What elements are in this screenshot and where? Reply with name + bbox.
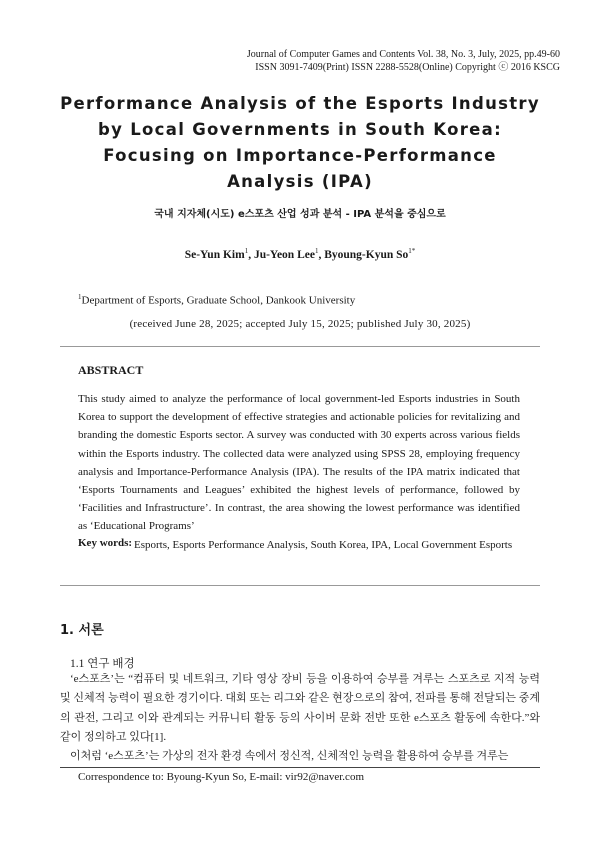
issn-copyright: ISSN 3091-7409(Print) ISSN 2288-5528(Online) Copyright ⓒ 2016 KSCG — [255, 62, 560, 73]
section-heading: 1. 서론 — [60, 623, 104, 638]
affiliation-mark: 1 — [244, 247, 249, 255]
body-text — [60, 670, 540, 766]
author-name: Se-Yun Kim — [184, 248, 245, 261]
keywords-label: Key words: — [78, 537, 133, 549]
affiliation-mark: 1* — [408, 247, 416, 255]
subsection-heading: 1.1 연구 배경 — [70, 658, 135, 670]
paper-title-line-4: Analysis (IPA) — [227, 172, 373, 191]
paper-title-line-1: Performance Analysis of the Esports Industry — [60, 94, 540, 113]
author-name: Ju-Yeon Lee — [253, 248, 315, 261]
affiliation-number: 1 — [78, 293, 82, 301]
korean-title: 국내 지자체(시도) e스포츠 산업 성과 분석 - IPA 분석을 중심으로 — [154, 209, 446, 220]
paragraph: ‘e스포츠’는 “컴퓨터 및 네트워크, 기타 영상 장비 등을 이용하여 승부를 겨루는 스포츠로 지적 능력 및 신체적 능력이 필요한 경기이다. 대회 또는 리그와 같은 현장으로의 참여, 전파를 통해 전달되는 중계의 관전, 그리고 이와 관계되는 커뮤니티 활동 등의 사이버 문화 전반 또한 e스포츠 활동에 속한다.”와 같이 정의하고 있다[1]. — [60, 673, 540, 743]
abstract-body: This study aimed to analyze the performance of local government-led Esports industries in South Korea to support the development of effective strategies and actionable policies for revitalizing and branding the domestic Esports sector. A survey was conducted with 30 experts across various fields within the Esports industry. The collected data were analyzed using SPSS 28, employing frequency analysis and Importance-Performance Analysis (IPA). The results of the IPA matrix indicated that ‘Esports Tournaments and Leagues’ exhibited the highest levels of performance, followed by ‘Facilities and Infrastructure’. In contrast, the area showing the lowest performance was identified as ‘Educational Programs’ — [78, 393, 520, 533]
paper-title-line-2: by Local Governments in South Korea: — [98, 120, 502, 139]
affiliation-text: Department of Esports, Graduate School, Dankook University — [81, 294, 356, 307]
author-list: Se-Yun Kim$^1$, Ju-Yeon Lee$^1$, Byoung-Kyun $So^{1*}$ — [184, 247, 416, 261]
correspondence-footnote: Correspondence to: Byoung-Kyun So, E-mail: vir92@naver.com — [78, 771, 364, 783]
paper-title-line-3: Focusing on Importance-Performance — [103, 146, 497, 165]
affiliation — [78, 293, 355, 307]
affiliation-mark: 1 — [314, 247, 319, 255]
journal-citation: Journal of Computer Games and Contents Vol. 38, No. 3, July, 2025, pp.49-60 — [246, 49, 560, 60]
corresponding-mark: * — [411, 247, 416, 255]
publication-dates: (received June 28, 2025; accepted July 15, 2025; published July 30, 2025) — [129, 318, 471, 330]
paragraph: 이처럼 ‘e스포츠’는 가상의 전자 환경 속에서 정신적, 신체적인 능력을 활용하여 승부를 겨루는 — [70, 750, 509, 763]
keywords-text: Esports, Esports Performance Analysis, South Korea, IPA, Local Government Esports — [134, 539, 513, 551]
footnote-divider — [60, 767, 540, 768]
author-name: Byoung-Kyun So — [324, 248, 409, 261]
abstract-heading: ABSTRACT — [78, 363, 144, 377]
